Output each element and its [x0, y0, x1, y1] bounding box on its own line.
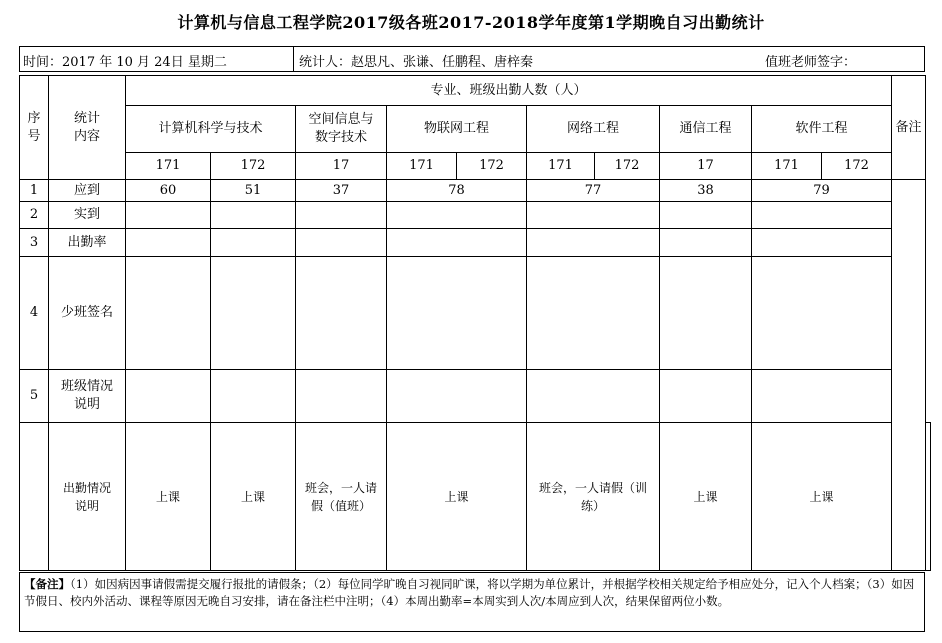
stat-content-header: 统计 内容 [49, 76, 126, 180]
value-cell [211, 229, 296, 257]
value-cell: 上课 [211, 423, 296, 571]
value-cell [387, 257, 527, 370]
major-group-header: 专业、班级出勤人数（人） [126, 76, 892, 106]
value-cell: 37 [296, 180, 387, 202]
teacher-sign-label: 值班老师签字： [765, 55, 857, 70]
row-number: 2 [20, 202, 49, 229]
class-header: 171 [387, 153, 457, 180]
row-number: 5 [20, 370, 49, 423]
value-cell [296, 370, 387, 423]
value-cell [126, 229, 211, 257]
seq-header: 序号 [20, 76, 49, 180]
value-cell: 78 [387, 180, 527, 202]
value-cell [752, 257, 892, 370]
notes-text: （1）如因病因事请假需提交履行报批的请假条；（2）每位同学旷晚自习视同旷课，将以学期为单位累计，并根据学校相关规定给予相应处分，记入个人档案；（3）如因节假日、校内外活动、课程等原因无晚自习安排，请在备注栏中注明；（4）本周出勤率=本周实到人次/本周应到人次，结果保留两位小数。 [24, 577, 915, 608]
value-cell: 上课 [660, 423, 752, 571]
major-header: 网络工程 [527, 106, 660, 153]
value-cell [296, 202, 387, 229]
value-cell [660, 229, 752, 257]
value-cell: 60 [126, 180, 211, 202]
value-cell: 79 [752, 180, 892, 202]
value-cell: 上课 [387, 423, 527, 571]
value-cell [387, 229, 527, 257]
row-label: 应到 [49, 180, 126, 202]
major-header: 计算机科学与技术 [126, 106, 296, 153]
class-header: 172 [595, 153, 660, 180]
value-cell [660, 370, 752, 423]
remark-cell [926, 423, 931, 571]
divider [293, 47, 294, 72]
notes-box [19, 572, 925, 632]
value-cell: 77 [527, 180, 660, 202]
row-number: 1 [20, 180, 49, 202]
value-cell [527, 257, 660, 370]
class-header: 172 [822, 153, 892, 180]
value-cell: 38 [660, 180, 752, 202]
value-cell [211, 257, 296, 370]
info-bar [19, 46, 925, 72]
value-cell [752, 229, 892, 257]
value-cell [752, 202, 892, 229]
notes-label: 【备注】 [24, 577, 70, 591]
value-cell [296, 229, 387, 257]
row-number: 4 [20, 257, 49, 370]
class-header: 172 [457, 153, 527, 180]
value-cell [211, 370, 296, 423]
value-cell [211, 202, 296, 229]
value-cell [527, 229, 660, 257]
stat-person-text: 统计人：赵思凡、张谦、任鹏程、唐梓秦 [299, 55, 534, 70]
row-number: 3 [20, 229, 49, 257]
date-text: 时间：2017 年 10 月 24日 星期二 [23, 55, 227, 70]
value-cell [296, 257, 387, 370]
class-header: 17 [296, 153, 387, 180]
value-cell: 上课 [126, 423, 211, 571]
major-header: 空间信息与 数字技术 [296, 106, 387, 153]
remark-header: 备注 [892, 76, 926, 180]
value-cell [126, 257, 211, 370]
class-header: 171 [752, 153, 822, 180]
major-header: 软件工程 [752, 106, 892, 153]
value-cell [752, 370, 892, 423]
value-cell [527, 202, 660, 229]
attendance-table [19, 75, 931, 571]
major-header: 通信工程 [660, 106, 752, 153]
row-label: 实到 [49, 202, 126, 229]
value-cell: 班会，一人请 假（值班） [296, 423, 387, 571]
value-cell [660, 202, 752, 229]
value-cell: 上课 [752, 423, 892, 571]
row-label: 出勤率 [49, 229, 126, 257]
class-header: 17 [660, 153, 752, 180]
major-header: 物联网工程 [387, 106, 527, 153]
row-label: 少班签名 [49, 257, 126, 370]
class-header: 171 [126, 153, 211, 180]
row-label: 班级情况 说明 [49, 370, 126, 423]
value-cell [387, 202, 527, 229]
row-number [20, 423, 49, 571]
value-cell: 班会，一人请假（训 练） [527, 423, 660, 571]
row-label: 出勤情况 说明 [49, 423, 126, 571]
class-header: 171 [527, 153, 595, 180]
class-header: 172 [211, 153, 296, 180]
value-cell [660, 257, 752, 370]
value-cell [126, 202, 211, 229]
value-cell: 51 [211, 180, 296, 202]
value-cell [527, 370, 660, 423]
value-cell [387, 370, 527, 423]
page-title: 计算机与信息工程学院2017级各班2017-2018学年度第1学期晚自习出勤统计 [177, 13, 765, 32]
value-cell [126, 370, 211, 423]
remark-cell [892, 180, 926, 571]
